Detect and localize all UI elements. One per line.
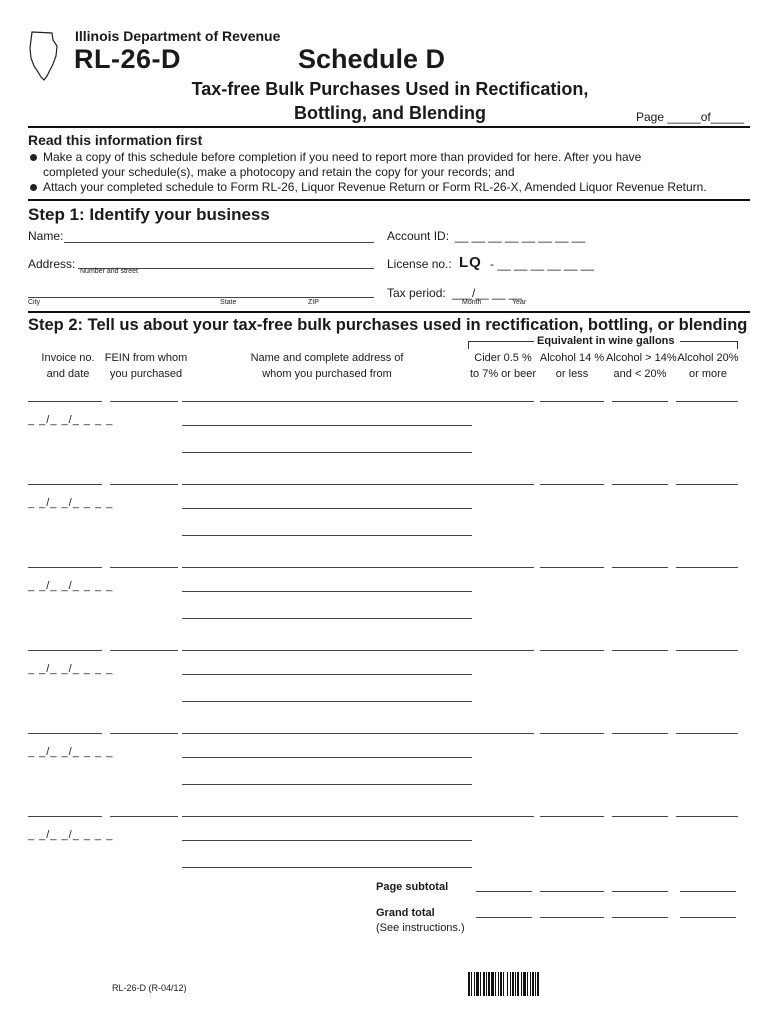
- col-alcohol14to20-header: Alcohol > 14% and < 20%: [606, 352, 677, 380]
- account-id-label: Account ID:: [387, 229, 450, 243]
- invoice-date-field[interactable]: _ _/_ _/_ _ _ _: [28, 663, 114, 675]
- department-name: Illinois Department of Revenue: [75, 28, 281, 44]
- form-revision-code: RL-26-D (R-04/12): [112, 983, 187, 993]
- grand-total-alcohol14-field[interactable]: [540, 917, 604, 918]
- equiv-bracket-right: [680, 341, 738, 342]
- invoice-number-field[interactable]: [28, 401, 102, 402]
- equiv-bracket-left-tick: [468, 341, 469, 349]
- vendor-address-line2-field[interactable]: [182, 701, 472, 702]
- vendor-address-line1-field[interactable]: [182, 674, 472, 675]
- vendor-address-line2-field[interactable]: [182, 535, 472, 536]
- alcohol20-field[interactable]: [676, 650, 738, 651]
- alcohol14to20-field[interactable]: [612, 816, 668, 817]
- vendor-address-line2-field[interactable]: [182, 452, 472, 453]
- street-sublabel: Number and street: [80, 268, 138, 275]
- city-state-zip-field[interactable]: [28, 297, 374, 298]
- fein-field[interactable]: [110, 401, 178, 402]
- license-label: License no.:: [387, 257, 452, 271]
- col-cider-header: Cider 0.5 % to 7% or beer: [469, 352, 537, 380]
- info-heading: Read this information first: [28, 132, 203, 148]
- tax-period-label: Tax period:: [387, 286, 446, 300]
- invoice-date-field[interactable]: _ _/_ _/_ _ _ _: [28, 746, 114, 758]
- city-sublabel: City: [28, 299, 41, 306]
- col-invoice-header: Invoice no. and date: [41, 352, 95, 380]
- invoice-date-field[interactable]: _ _/_ _/_ _ _ _: [28, 414, 114, 426]
- vendor-address-line2-field[interactable]: [182, 867, 472, 868]
- alcohol20-field[interactable]: [676, 816, 738, 817]
- alcohol14to20-field[interactable]: [612, 650, 668, 651]
- step1-divider: [28, 311, 750, 313]
- col-vendor-header: Name and complete address of whom you purchased from: [250, 352, 404, 380]
- invoice-date-field[interactable]: _ _/_ _/_ _ _ _: [28, 497, 114, 509]
- illinois-state-outline-icon: [28, 30, 60, 82]
- vendor-name-field[interactable]: [182, 816, 534, 817]
- alcohol14-field[interactable]: [540, 733, 604, 734]
- fein-field[interactable]: [110, 567, 178, 568]
- barcode: [468, 972, 596, 996]
- invoice-date-field[interactable]: _ _/_ _/_ _ _ _: [28, 580, 114, 592]
- info-divider: [28, 199, 750, 201]
- subtotal-alcohol14-field[interactable]: [540, 891, 604, 892]
- col-alcohol14-header: Alcohol 14 % or less: [539, 352, 605, 380]
- vendor-name-field[interactable]: [182, 733, 534, 734]
- fein-field[interactable]: [110, 733, 178, 734]
- address-label: Address:: [28, 257, 76, 271]
- grand-total-alcohol20-field[interactable]: [680, 917, 736, 918]
- month-sublabel: Month: [462, 299, 482, 306]
- subtotal-cider-field[interactable]: [476, 891, 532, 892]
- subtotal-alcohol20-field[interactable]: [680, 891, 736, 892]
- fein-field[interactable]: [110, 484, 178, 485]
- vendor-address-line1-field[interactable]: [182, 757, 472, 758]
- equiv-bracket-left: [468, 341, 534, 342]
- zip-sublabel: ZIP: [308, 299, 319, 306]
- alcohol20-field[interactable]: [676, 733, 738, 734]
- schedule-title: Schedule D: [298, 44, 446, 74]
- fein-field[interactable]: [110, 816, 178, 817]
- vendor-address-line1-field[interactable]: [182, 591, 472, 592]
- grand-total-note: (See instructions.): [376, 922, 465, 934]
- info-bullet1-line2: completed your schedule(s), make a photocopy and retain the copy for your records; and: [43, 165, 515, 179]
- state-sublabel: State: [220, 299, 237, 306]
- alcohol20-field[interactable]: [676, 567, 738, 568]
- grand-total-cider-field[interactable]: [476, 917, 532, 918]
- col-fein-header: FEIN from whom you purchased: [104, 352, 188, 380]
- form-number: RL-26-D: [74, 44, 182, 74]
- name-label: Name:: [28, 229, 64, 243]
- invoice-number-field[interactable]: [28, 733, 102, 734]
- invoice-number-field[interactable]: [28, 567, 102, 568]
- alcohol14-field[interactable]: [540, 401, 604, 402]
- bullet-icon: [30, 184, 37, 191]
- vendor-address-line1-field[interactable]: [182, 840, 472, 841]
- grand-total-alcohol14to20-field[interactable]: [612, 917, 668, 918]
- page-subtotal-label: Page subtotal: [376, 881, 449, 893]
- step2-heading: Step 2: Tell us about your tax-free bulk purchases used in rectification, bottling, or blending: [28, 316, 748, 334]
- vendor-name-field[interactable]: [182, 567, 534, 568]
- name-field[interactable]: [64, 242, 374, 243]
- alcohol20-field[interactable]: [676, 401, 738, 402]
- page-number-field[interactable]: Page _____of_____: [636, 110, 745, 124]
- vendor-address-line2-field[interactable]: [182, 784, 472, 785]
- info-bullet1-line1: Make a copy of this schedule before completion if you need to report more than provided for here. After you have: [43, 150, 642, 164]
- form-title-line2: Bottling, and Blending: [294, 103, 486, 123]
- invoice-number-field[interactable]: [28, 816, 102, 817]
- vendor-name-field[interactable]: [182, 650, 534, 651]
- license-prefix: LQ: [459, 254, 482, 271]
- invoice-number-field[interactable]: [28, 484, 102, 485]
- alcohol14to20-field[interactable]: [612, 733, 668, 734]
- bullet-icon: [30, 154, 37, 161]
- header-divider: [28, 126, 750, 128]
- alcohol14to20-field[interactable]: [612, 401, 668, 402]
- vendor-name-field[interactable]: [182, 401, 534, 402]
- equiv-bracket-right-tick: [737, 341, 738, 349]
- account-id-field[interactable]: __ __ __ __ __ __ __ __: [455, 229, 586, 243]
- invoice-date-field[interactable]: _ _/_ _/_ _ _ _: [28, 829, 114, 841]
- alcohol14-field[interactable]: [540, 567, 604, 568]
- alcohol20-field[interactable]: [676, 484, 738, 485]
- vendor-address-line1-field[interactable]: [182, 508, 472, 509]
- alcohol14-field[interactable]: [540, 650, 604, 651]
- grand-total-label: Grand total: [376, 907, 435, 919]
- col-alcohol20-header: Alcohol 20% or more: [677, 352, 739, 380]
- alcohol14to20-field[interactable]: [612, 484, 668, 485]
- vendor-address-line2-field[interactable]: [182, 618, 472, 619]
- alcohol14to20-field[interactable]: [612, 567, 668, 568]
- info-bullet2: Attach your completed schedule to Form RL-26, Liquor Revenue Return or Form RL-26-X, Amended Liquor Revenue Return.: [43, 180, 707, 194]
- tax-period-field[interactable]: ___/__ __ __: [452, 286, 523, 300]
- alcohol14-field[interactable]: [540, 484, 604, 485]
- subtotal-alcohol14to20-field[interactable]: [612, 891, 668, 892]
- invoice-number-field[interactable]: [28, 650, 102, 651]
- vendor-address-line1-field[interactable]: [182, 425, 472, 426]
- step1-heading: Step 1: Identify your business: [28, 205, 270, 224]
- form-title-line1: Tax-free Bulk Purchases Used in Rectification,: [191, 79, 589, 99]
- vendor-name-field[interactable]: [182, 484, 534, 485]
- equivalent-wine-gallons-label: Equivalent in wine gallons: [537, 335, 675, 347]
- fein-field[interactable]: [110, 650, 178, 651]
- license-number-field[interactable]: - __ __ __ __ __ __: [490, 257, 595, 271]
- year-sublabel: Year: [512, 299, 527, 306]
- alcohol14-field[interactable]: [540, 816, 604, 817]
